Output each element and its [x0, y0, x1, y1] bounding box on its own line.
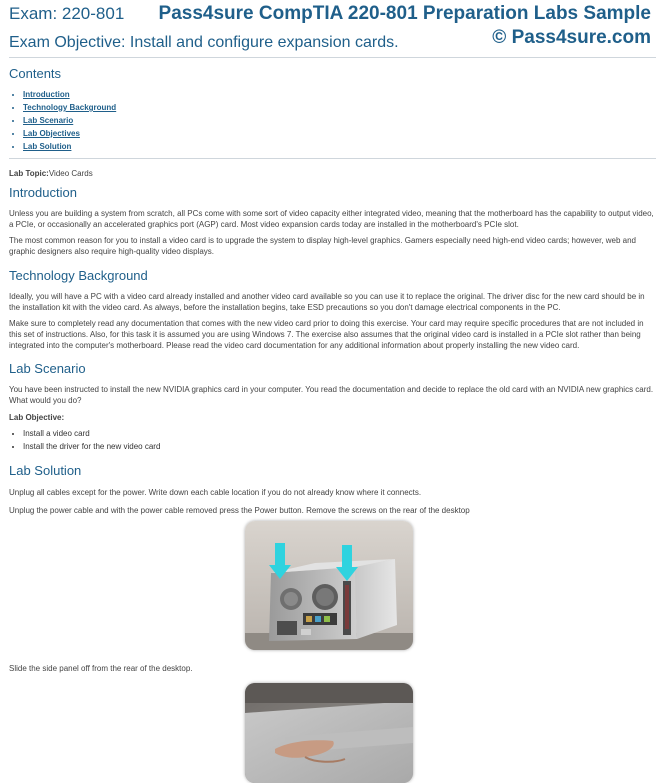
toc-item — [23, 88, 654, 101]
site-title-line2: © Pass4sure.com — [492, 27, 651, 48]
side-panel-photo — [245, 683, 413, 783]
scenario-paragraph: You have been instructed to install the new NVIDIA graphics card in your computer. You read the documentation and decide to replace the old card with an NVIDIA new graphics card. What would you do? — [9, 385, 654, 405]
solution-section — [9, 463, 654, 516]
lab-topic-value: Video Cards — [48, 169, 93, 178]
scenario-section — [9, 361, 654, 453]
exam-label: Exam: 220-801 — [9, 4, 125, 23]
toc-link-lab-solution[interactable]: Lab Solution — [23, 142, 72, 151]
solution-paragraph-3-wrap — [9, 663, 654, 674]
toc-link-introduction[interactable]: Introduction — [23, 90, 70, 99]
contents-section — [9, 66, 654, 153]
toc-item — [23, 127, 654, 140]
site-title-line1: Pass4sure CompTIA 220-801 Preparation Labs Sample — [158, 3, 651, 24]
toc-item — [23, 140, 654, 153]
introduction-heading: Introduction — [9, 185, 77, 200]
technology-paragraph-1: Ideally, you will have a PC with a video card already installed and another video card available so you can use it to replace the original. The driver disc for the new card should be in the installation kit with the video card. As always, before the installation begins, take ESD precautions so you don't damage electrical components in the PC. — [9, 292, 645, 312]
solution-paragraph-3: Slide the side panel off from the rear of the desktop. — [9, 664, 193, 673]
contents-list — [9, 88, 654, 153]
technology-paragraph-2: Make sure to completely read any documentation that comes with the new video card prior to doing this exercise. Your card may require specific procedures that are not included in this set of instructions. Also, for this task it is assumed you are using Windows 7. The exercise also assumes that the original video card is installed in a PCIe slot rather than being integrated into the computer's motherboard. Please read the video card documentation for any additional information about properly installing the new video card. — [9, 319, 644, 350]
toc-link-technology-background[interactable]: Technology Background — [23, 103, 117, 112]
toc-link-lab-objectives[interactable]: Lab Objectives — [23, 129, 80, 138]
solution-heading: Lab Solution — [9, 463, 82, 478]
solution-paragraph-2: Unplug the power cable and with the power cable removed press the Power button. Remove the screws on the rear of the desktop — [9, 506, 470, 515]
toc-link-lab-scenario[interactable]: Lab Scenario — [23, 116, 74, 125]
list-item: • Install the driver for the new video card — [23, 440, 654, 453]
divider-top — [9, 57, 656, 58]
divider-contents — [9, 158, 656, 159]
solution-paragraph-1: Unplug all cables except for the power. Write down each cable location if you do not already know where it connects. — [9, 488, 422, 497]
scenario-heading: Lab Scenario — [9, 361, 86, 376]
lab-topic-label: Lab Topic: — [9, 169, 49, 178]
list-item: • Install a video card — [23, 427, 654, 440]
rear-screws-photo — [245, 521, 413, 650]
introduction-paragraph-2: The most common reason for you to install a video card is to upgrade the system to display high-level graphics. Gamers especially need high-end video cards; however, web and graphic designers also require high-quality video displays. — [9, 236, 636, 256]
introduction-section — [9, 185, 654, 257]
toc-item — [23, 114, 654, 127]
lab-topic — [9, 168, 654, 179]
technology-section — [9, 268, 654, 351]
contents-heading: Contents — [9, 66, 62, 81]
toc-item — [23, 101, 654, 114]
lab-objective-label: Lab Objective: — [9, 413, 65, 422]
exam-objective: Exam Objective: Install and configure expansion cards. — [9, 34, 399, 51]
introduction-paragraph-1: Unless you are building a system from scratch, all PCs come with some sort of video capacity either integrated video, meaning that the motherboard has the capability to output video, a PCIe, or occasionally an accelerated graphics port (AGP) card. Most video expansion cards today are installed in the motherboard's PCIe slot. — [9, 209, 654, 229]
technology-heading: Technology Background — [9, 268, 148, 283]
lab-objective-list — [9, 427, 654, 453]
